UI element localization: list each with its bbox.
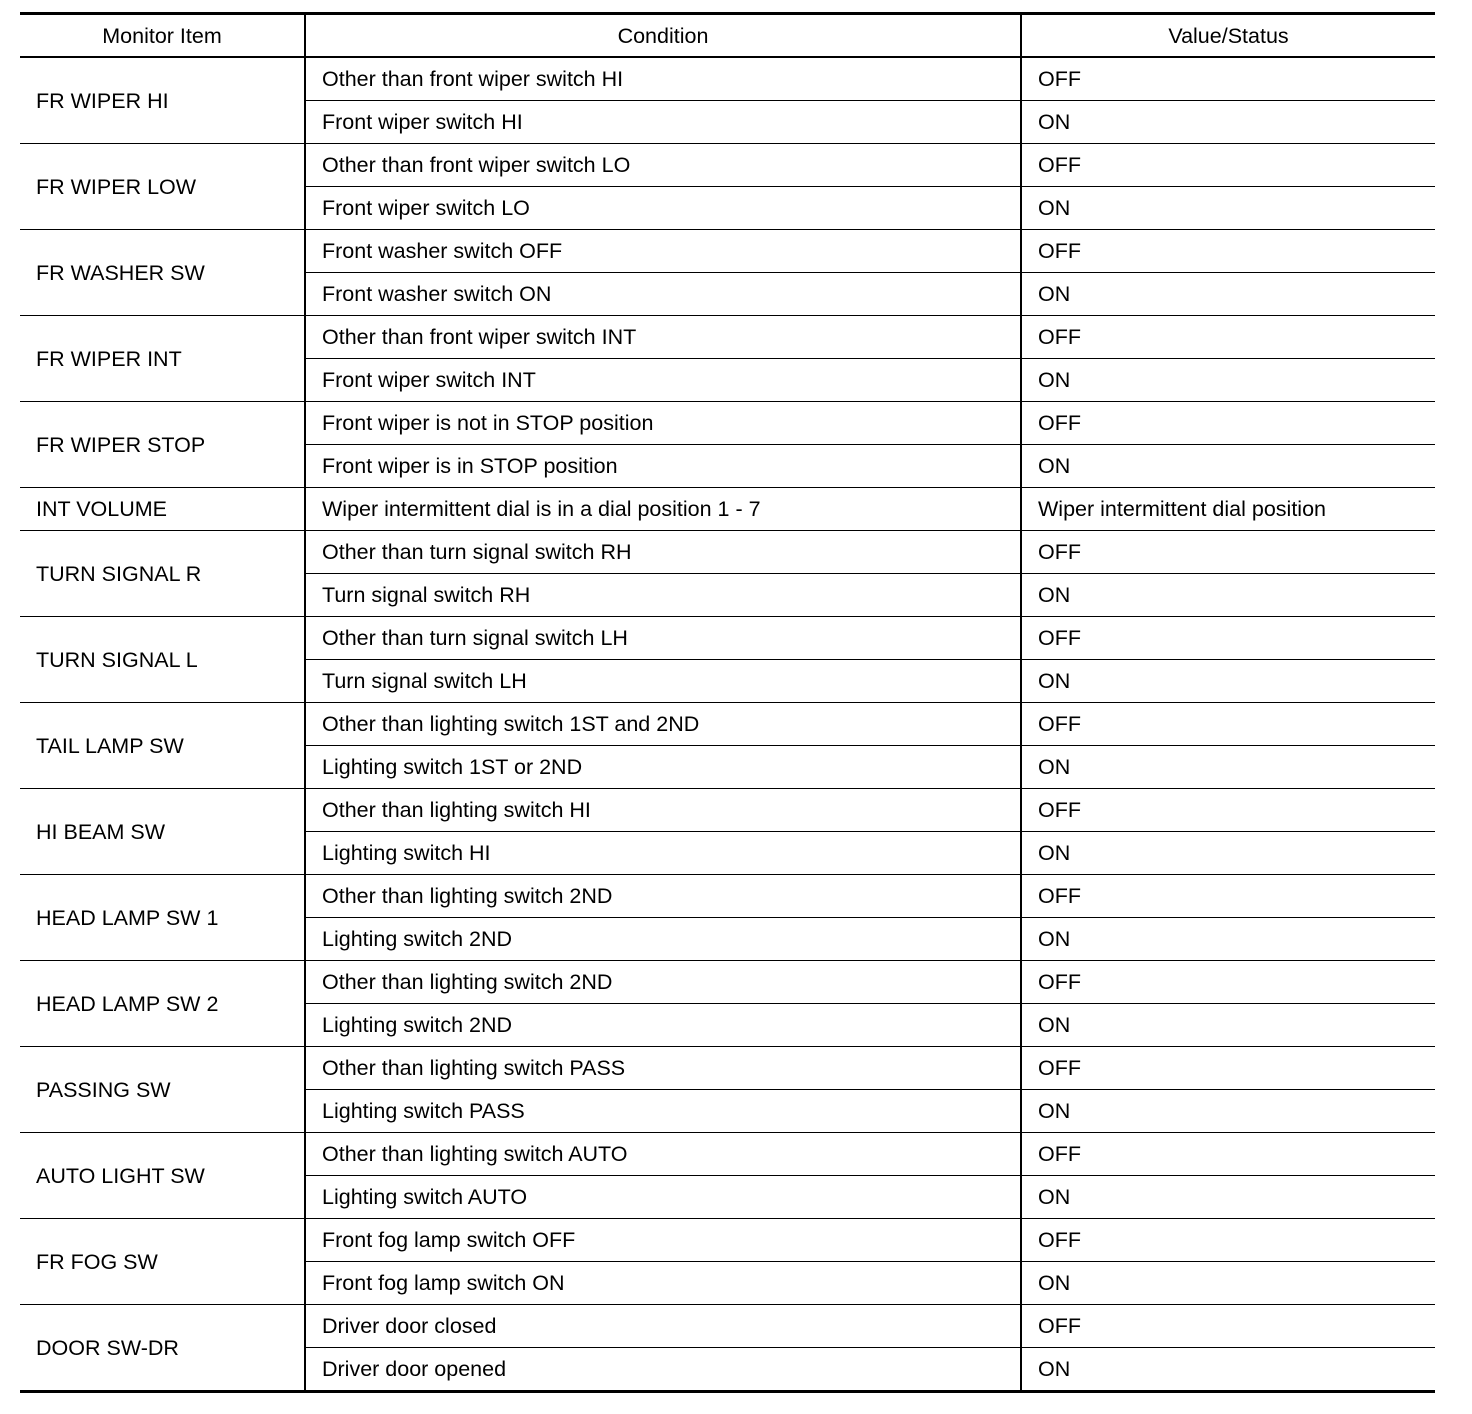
monitor-item-cell: FR FOG SW	[20, 1219, 305, 1305]
value-status-cell: OFF	[1021, 531, 1435, 574]
value-status-cell: ON	[1021, 1262, 1435, 1305]
monitor-item-cell: HEAD LAMP SW 1	[20, 875, 305, 961]
monitor-item-table	[20, 12, 1435, 1393]
monitor-item-cell: INT VOLUME	[20, 488, 305, 531]
condition-cell: Lighting switch 1ST or 2ND	[305, 746, 1021, 789]
condition-cell: Wiper intermittent dial is in a dial position 1 - 7	[305, 488, 1021, 531]
condition-cell: Other than front wiper switch LO	[305, 144, 1021, 187]
value-status-cell: ON	[1021, 359, 1435, 402]
value-status-cell: OFF	[1021, 1305, 1435, 1348]
value-status-cell: OFF	[1021, 1219, 1435, 1262]
monitor-item-cell: TAIL LAMP SW	[20, 703, 305, 789]
condition-cell: Other than lighting switch 2ND	[305, 875, 1021, 918]
table-row	[20, 230, 1435, 273]
condition-cell: Lighting switch 2ND	[305, 918, 1021, 961]
condition-cell: Driver door closed	[305, 1305, 1021, 1348]
condition-cell: Lighting switch AUTO	[305, 1176, 1021, 1219]
condition-cell: Lighting switch PASS	[305, 1090, 1021, 1133]
table-row	[20, 488, 1435, 531]
condition-cell: Other than lighting switch HI	[305, 789, 1021, 832]
value-status-cell: OFF	[1021, 617, 1435, 660]
condition-cell: Turn signal switch RH	[305, 574, 1021, 617]
value-status-cell: OFF	[1021, 961, 1435, 1004]
condition-cell: Front wiper switch HI	[305, 101, 1021, 144]
table-row	[20, 1133, 1435, 1176]
table-body	[20, 57, 1435, 1392]
monitor-item-cell: TURN SIGNAL L	[20, 617, 305, 703]
table-row	[20, 57, 1435, 101]
value-status-cell: ON	[1021, 1004, 1435, 1047]
condition-cell: Lighting switch HI	[305, 832, 1021, 875]
value-status-cell: Wiper intermittent dial position	[1021, 488, 1435, 531]
condition-cell: Front wiper switch INT	[305, 359, 1021, 402]
table-row	[20, 316, 1435, 359]
header-condition: Condition	[305, 14, 1021, 58]
value-status-cell: OFF	[1021, 57, 1435, 101]
monitor-item-cell: HEAD LAMP SW 2	[20, 961, 305, 1047]
value-status-cell: ON	[1021, 1090, 1435, 1133]
condition-cell: Other than front wiper switch INT	[305, 316, 1021, 359]
condition-cell: Other than lighting switch PASS	[305, 1047, 1021, 1090]
condition-cell: Other than lighting switch 2ND	[305, 961, 1021, 1004]
monitor-item-cell: FR WASHER SW	[20, 230, 305, 316]
condition-cell: Front fog lamp switch OFF	[305, 1219, 1021, 1262]
monitor-item-cell: DOOR SW-DR	[20, 1305, 305, 1392]
condition-cell: Front washer switch OFF	[305, 230, 1021, 273]
condition-cell: Other than turn signal switch LH	[305, 617, 1021, 660]
value-status-cell: ON	[1021, 1348, 1435, 1392]
monitor-item-cell: AUTO LIGHT SW	[20, 1133, 305, 1219]
table-row	[20, 144, 1435, 187]
monitor-item-cell: HI BEAM SW	[20, 789, 305, 875]
header-monitor-item: Monitor Item	[20, 14, 305, 58]
table-row	[20, 1047, 1435, 1090]
value-status-cell: ON	[1021, 832, 1435, 875]
value-status-cell: ON	[1021, 273, 1435, 316]
value-status-cell: ON	[1021, 918, 1435, 961]
value-status-cell: OFF	[1021, 316, 1435, 359]
table-row	[20, 961, 1435, 1004]
condition-cell: Driver door opened	[305, 1348, 1021, 1392]
value-status-cell: ON	[1021, 445, 1435, 488]
value-status-cell: ON	[1021, 574, 1435, 617]
condition-cell: Other than lighting switch AUTO	[305, 1133, 1021, 1176]
table-row	[20, 531, 1435, 574]
monitor-item-cell: PASSING SW	[20, 1047, 305, 1133]
condition-cell: Front washer switch ON	[305, 273, 1021, 316]
value-status-cell: ON	[1021, 1176, 1435, 1219]
condition-cell: Front wiper is not in STOP position	[305, 402, 1021, 445]
condition-cell: Front wiper switch LO	[305, 187, 1021, 230]
header-value-status: Value/Status	[1021, 14, 1435, 58]
value-status-cell: ON	[1021, 187, 1435, 230]
monitor-item-cell: FR WIPER HI	[20, 57, 305, 144]
monitor-item-cell: TURN SIGNAL R	[20, 531, 305, 617]
table-row	[20, 1219, 1435, 1262]
table-row	[20, 703, 1435, 746]
table-row	[20, 875, 1435, 918]
value-status-cell: OFF	[1021, 1133, 1435, 1176]
value-status-cell: ON	[1021, 746, 1435, 789]
table-header	[20, 14, 1435, 58]
condition-cell: Lighting switch 2ND	[305, 1004, 1021, 1047]
table-row	[20, 617, 1435, 660]
condition-cell: Front fog lamp switch ON	[305, 1262, 1021, 1305]
value-status-cell: ON	[1021, 660, 1435, 703]
condition-cell: Turn signal switch LH	[305, 660, 1021, 703]
table-row	[20, 402, 1435, 445]
monitor-item-table-container	[20, 12, 1435, 1393]
value-status-cell: ON	[1021, 101, 1435, 144]
condition-cell: Other than front wiper switch HI	[305, 57, 1021, 101]
monitor-item-cell: FR WIPER LOW	[20, 144, 305, 230]
header-row	[20, 14, 1435, 58]
condition-cell: Other than turn signal switch RH	[305, 531, 1021, 574]
value-status-cell: OFF	[1021, 402, 1435, 445]
monitor-item-cell: FR WIPER STOP	[20, 402, 305, 488]
value-status-cell: OFF	[1021, 789, 1435, 832]
value-status-cell: OFF	[1021, 144, 1435, 187]
monitor-item-cell: FR WIPER INT	[20, 316, 305, 402]
condition-cell: Front wiper is in STOP position	[305, 445, 1021, 488]
value-status-cell: OFF	[1021, 703, 1435, 746]
value-status-cell: OFF	[1021, 1047, 1435, 1090]
value-status-cell: OFF	[1021, 230, 1435, 273]
condition-cell: Other than lighting switch 1ST and 2ND	[305, 703, 1021, 746]
value-status-cell: OFF	[1021, 875, 1435, 918]
table-row	[20, 789, 1435, 832]
table-row	[20, 1305, 1435, 1348]
